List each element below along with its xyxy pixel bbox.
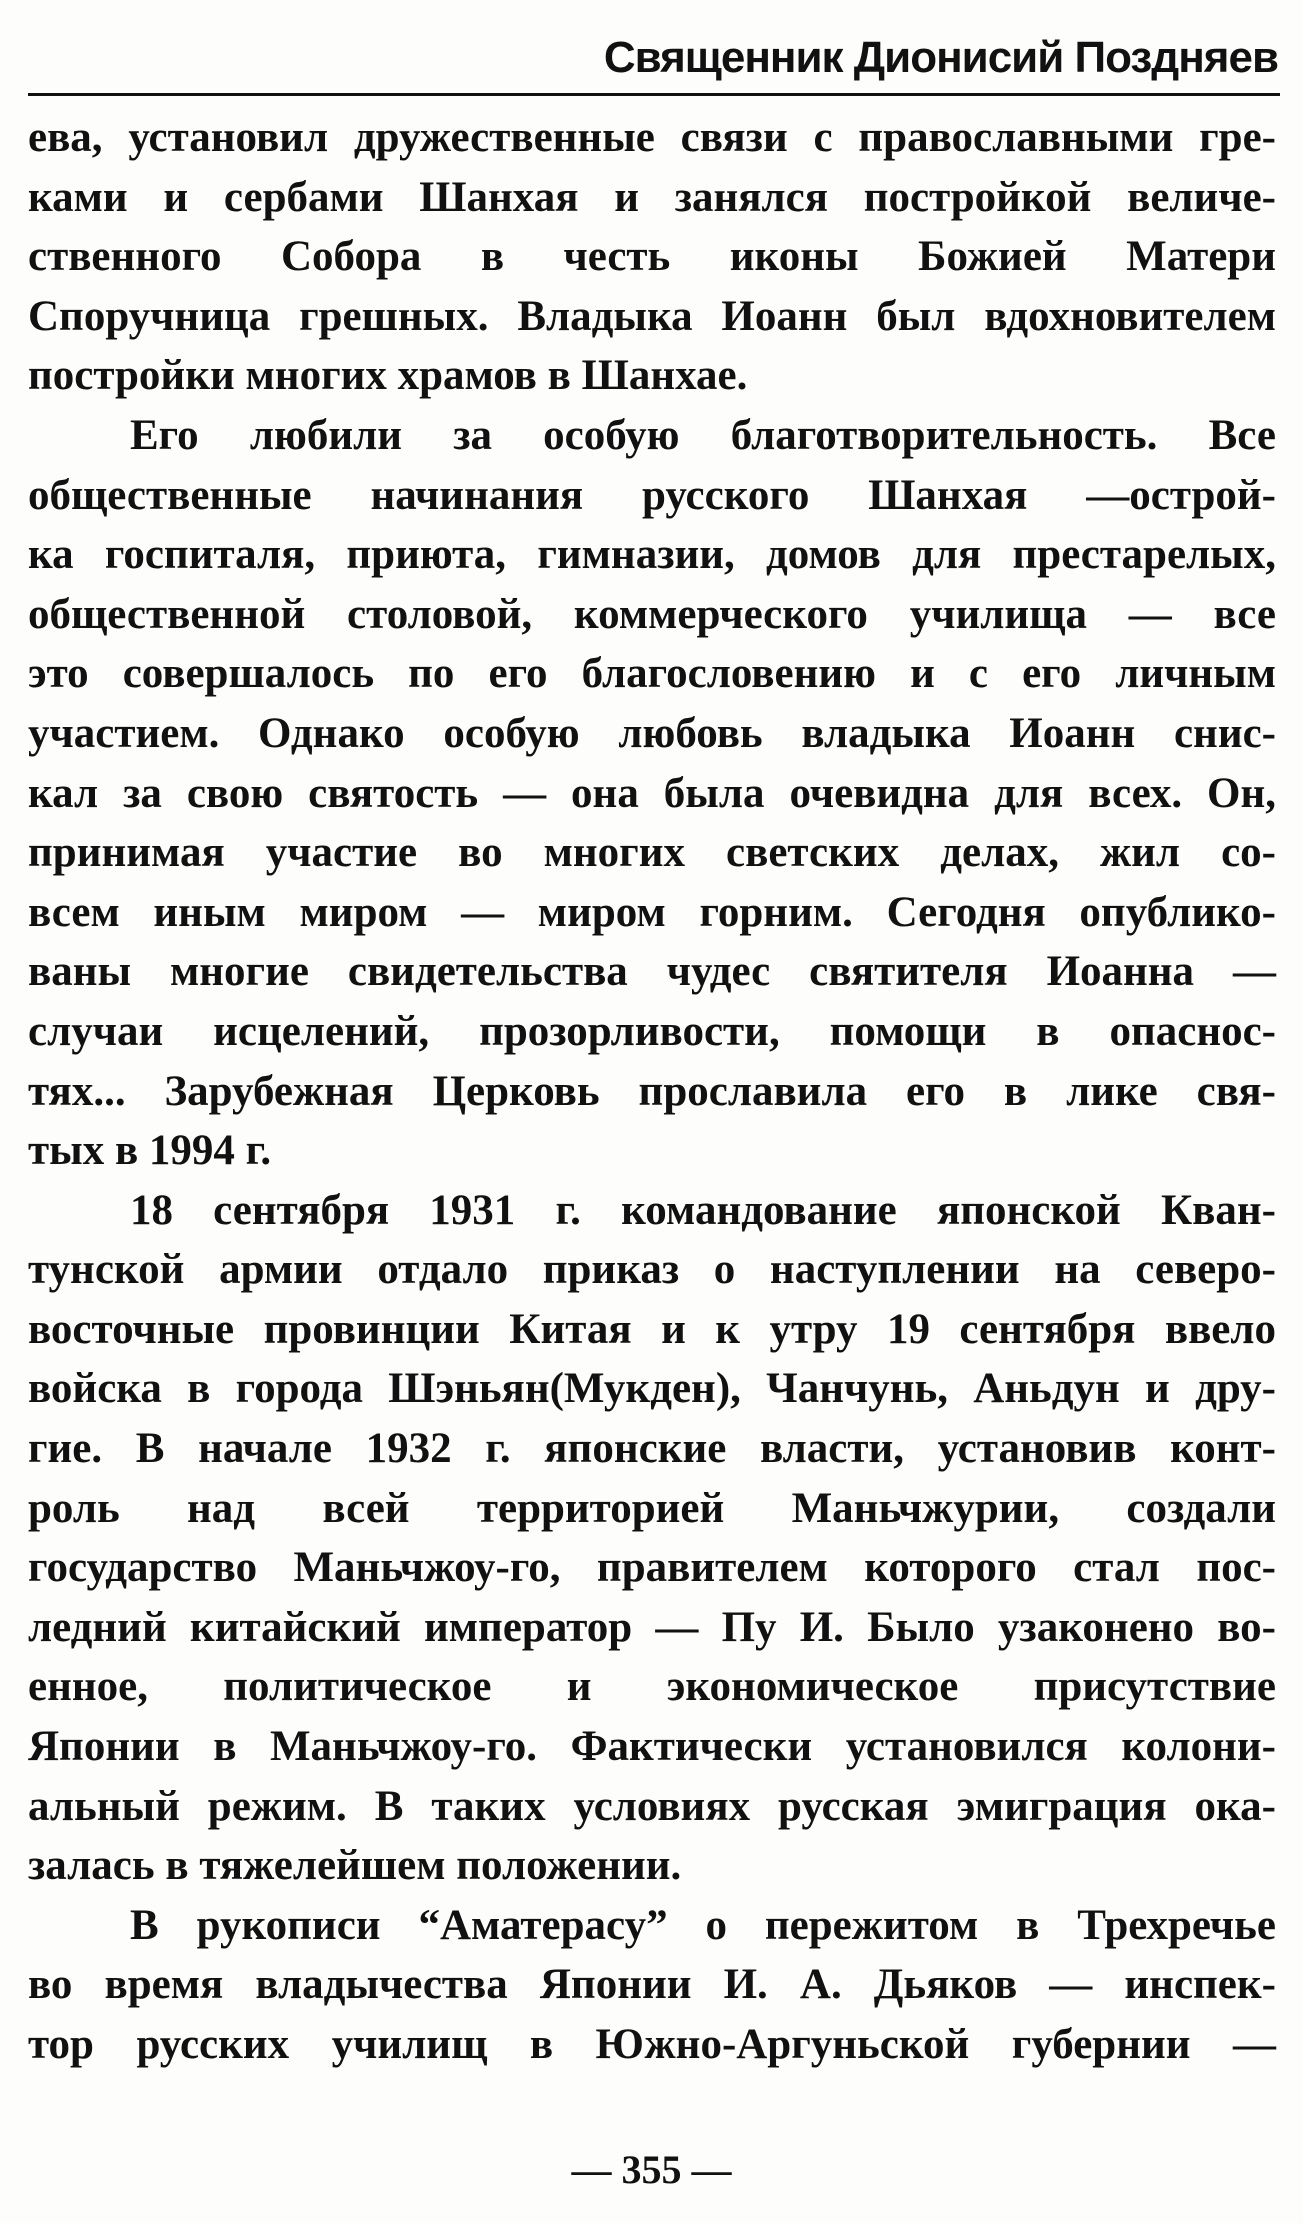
text-line: гие. В начале 1932 г. японские власти, установив конт- [28,1425,1276,1473]
text-line: всем иным миром — миром горним. Сегодня опублико- [28,888,1276,936]
text-line: участием. Однако особую любовь владыка Иоанн снис- [28,709,1276,757]
text-line: Споручница грешных. Владыка Иоанн был вдохновителем [28,292,1276,340]
text-line: тор русских училищ в Южно-Аргуньской губернии — [28,2021,1276,2068]
text-line: случаи исцелений, прозорливости, помощи в опаснос- [28,1007,1276,1055]
text-line: войска в города Шэньян(Мукден), Чанчунь, Аньдун и дру- [28,1365,1276,1413]
text-line: во время владычества Японии И. А. Дьяков — инспек- [28,1961,1276,2009]
running-head: Священник Дионисий Поздняев [603,33,1278,82]
text-line: государство Маньчжоу-го, правителем которого стал пос- [28,1544,1276,1592]
text-line: Его любили за особую благотворительность. Все [130,411,1276,459]
text-line: принимая участие во многих светских делах, жил со- [28,829,1276,877]
text-line: залась в тяжелейшем положении. [28,1842,682,1890]
text-line: ка госпиталя, приюта, гимназии, домов для престарелых, [28,531,1276,579]
paragraph [28,108,1276,406]
text-line: ева, установил дружественные связи с православными гре- [28,114,1276,161]
text-line: общественной столовой, коммерческого училища — все [28,590,1276,638]
text-line: енное, политическое и экономическое присутствие [28,1663,1276,1711]
text-line: В рукописи “Аматерасу” о пережитом в Трехречье [130,1901,1276,1949]
text-line: Японии в Маньчжоу-го. Фактически установился колони- [28,1723,1276,1771]
paragraph [28,1896,1276,2075]
text-line: тых в 1994 г. [28,1127,272,1175]
text-line: постройки многих храмов в Шанхае. [28,352,748,400]
text-line: тях... Зарубежная Церковь прославила его в лике свя- [28,1067,1276,1115]
text-line: кал за свою святость — она была очевидна для всех. Он, [28,769,1276,817]
paragraph [28,1181,1276,1896]
header-rule [28,93,1280,96]
text-line: ками и сербами Шанхая и занялся постройкой величе- [28,173,1276,221]
page-number: — 355 — [571,2147,732,2192]
text-line: тунской армии отдало приказ о наступлении на северо- [28,1246,1276,1294]
text-line: альный режим. В таких условиях русская эмиграция ока- [28,1782,1276,1830]
text-line: восточные провинции Китая и к утру 19 сентября ввело [28,1305,1276,1353]
text-line: общественные начинания русского Шанхая —острой- [28,471,1276,519]
text-line: ваны многие свидетельства чудес святителя Иоанна — [28,948,1276,996]
text-line: 18 сентября 1931 г. командование японской Кван- [130,1186,1276,1234]
text-line: ственного Собора в честь иконы Божией Матери [28,233,1276,281]
text-line: это совершалось по его благословению и с его личным [28,650,1276,698]
body-text [28,108,1276,2075]
text-line: ледний китайский император — Пу И. Было узаконено во- [28,1603,1276,1651]
paragraph [28,406,1276,1181]
text-line: роль над всей территорией Маньчжурии, создали [28,1484,1276,1532]
